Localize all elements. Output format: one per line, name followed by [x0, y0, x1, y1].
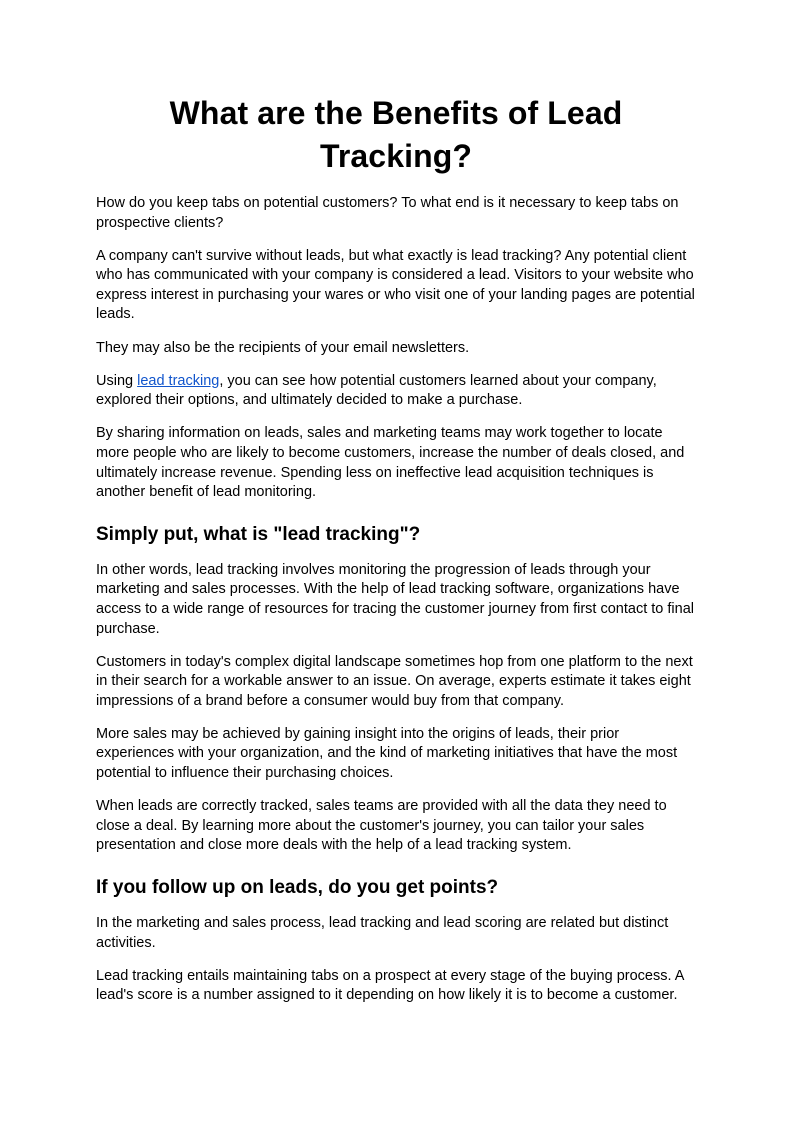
section2-paragraph-2: Lead tracking entails maintaining tabs on a prospect at every stage of the buying process. A lead's score is a number assigned to it depending on how likely it is to become a customer. — [96, 967, 684, 1004]
intro-paragraph-2: A company can't survive without leads, but what exactly is lead tracking? Any potential client who has communicated with your company is considered a lead. Visitors to your website who express interest in purchasing your wares or who visit one of your landing pages are potential leads. — [96, 247, 695, 323]
intro-p4-before: Using — [96, 372, 138, 389]
section-heading-lead-tracking: Simply put, what is "lead tracking"? — [96, 523, 421, 545]
lead-tracking-link[interactable]: lead tracking — [137, 372, 220, 389]
section1-paragraph-4: When leads are correctly tracked, sales teams are provided with all the data they need to close a deal. By learning more about the customer's journey, you can tailor your sales presentation and close more deals with the help of a lead tracking system. — [96, 798, 667, 854]
intro-paragraph-5: By sharing information on leads, sales and marketing teams may work together to locate more people who are likely to become customers, increase the number of deals closed, and ultimately increase revenue. Spending less on ineffective lead acquisition techniques is another benefit of lead monitoring. — [96, 425, 685, 501]
section1-paragraph-3: More sales may be achieved by gaining insight into the origins of leads, their prior experiences with your organization, and the kind of marketing initiatives that have the most potential to influence their purchasing choices. — [96, 725, 678, 782]
page-title: What are the Benefits of Lead Tracking? — [169, 95, 623, 174]
section1-paragraph-2: Customers in today's complex digital landscape sometimes hop from one platform to the next in their search for a workable answer to an issue. On average, experts estimate it takes eight impressions of a brand before a consumer would buy from that company. — [96, 653, 693, 709]
section1-paragraph-1: In other words, lead tracking involves monitoring the progression of leads through your marketing and sales processes. With the help of lead tracking software, organizations have access to a wide range of resources for tracing the customer journey from first contact to final purchase. — [96, 561, 694, 637]
intro-paragraph-4 — [96, 372, 696, 411]
intro-p4-after: , you can see how potential customers learned about your company, explored their options, and ultimately decided to make a purchase. — [96, 372, 657, 409]
section2-paragraph-1: In the marketing and sales process, lead tracking and lead scoring are related but distinct activities. — [96, 914, 669, 951]
document-page — [96, 92, 696, 1019]
intro-paragraph-1: How do you keep tabs on potential customers? To what end is it necessary to keep tabs on prospective clients? — [96, 195, 679, 231]
intro-paragraph-3: They may also be the recipients of your email newsletters. — [96, 339, 470, 356]
section-heading-lead-points: If you follow up on leads, do you get points? — [96, 876, 499, 898]
